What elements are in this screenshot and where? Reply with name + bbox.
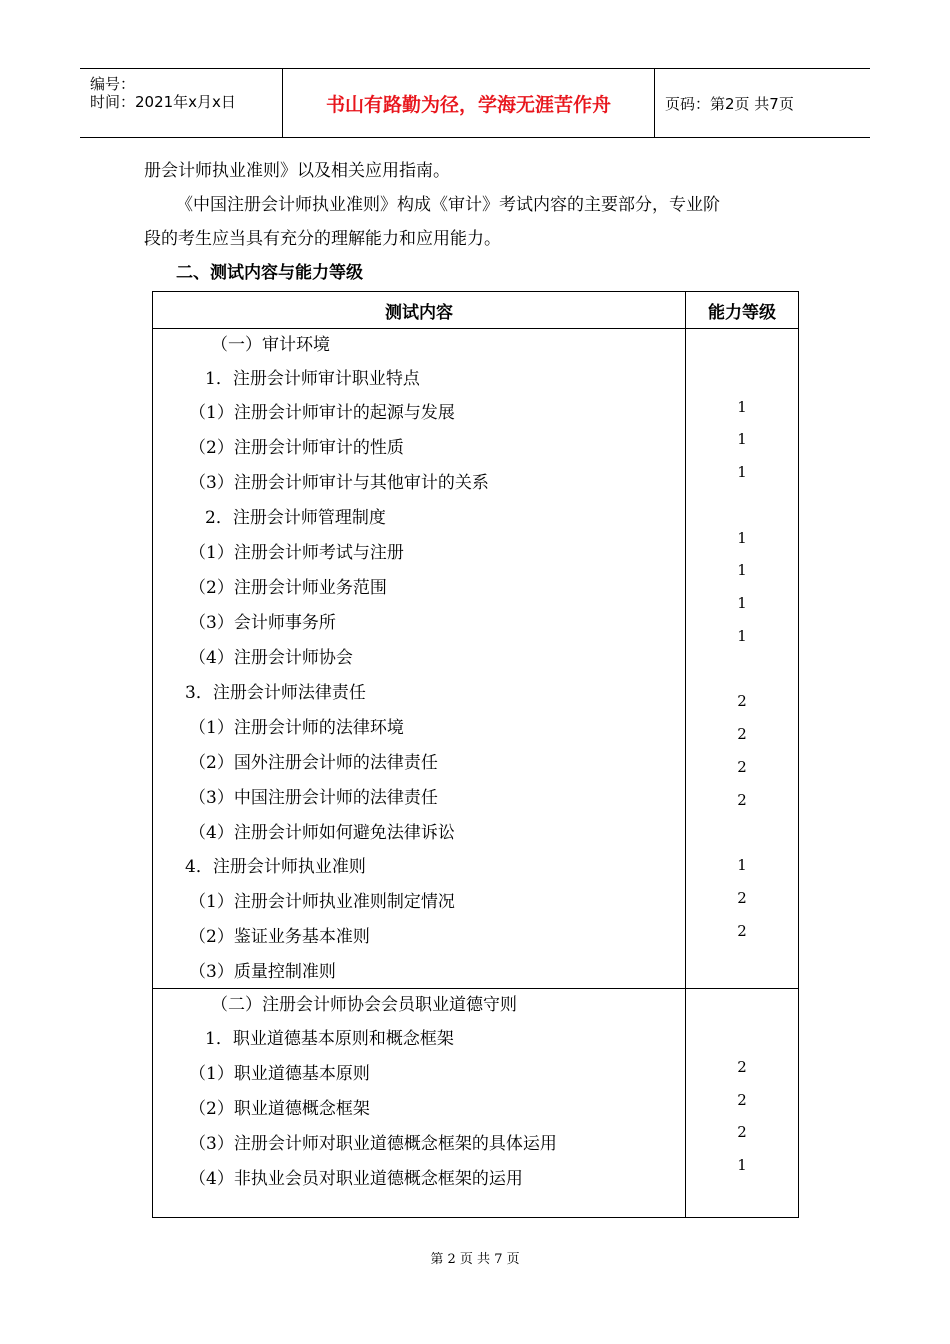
level-value: 2 xyxy=(737,1091,747,1109)
table-row: （1）注册会计师考试与注册 xyxy=(189,543,404,563)
level-value: 2 xyxy=(737,889,747,907)
header-row-divider xyxy=(153,328,798,329)
table-row: 3．注册会计师法律责任 xyxy=(185,683,366,703)
section-divider xyxy=(153,988,798,989)
table-row: （二）注册会计师协会会员职业道德守则 xyxy=(211,995,517,1015)
table-row: （3）中国注册会计师的法律责任 xyxy=(189,788,438,808)
level-value: 1 xyxy=(737,627,747,645)
level-value: 1 xyxy=(737,561,747,579)
table-row: （1）注册会计师审计的起源与发展 xyxy=(189,403,455,423)
document-header xyxy=(80,68,870,138)
table-row: 4．注册会计师执业准则 xyxy=(185,857,366,877)
table-row: 1．注册会计师审计职业特点 xyxy=(205,369,420,389)
table-row: （1）注册会计师执业准则制定情况 xyxy=(189,892,455,912)
level-value: 1 xyxy=(737,594,747,612)
level-value: 2 xyxy=(737,1058,747,1076)
table-row: （2）鉴证业务基本准则 xyxy=(189,927,370,947)
table-row: （2）职业道德概念框架 xyxy=(189,1099,370,1119)
level-value: 1 xyxy=(737,463,747,481)
table-row: （1）职业道德基本原则 xyxy=(189,1064,370,1084)
table-row: （2）国外注册会计师的法律责任 xyxy=(189,753,438,773)
table-row: （3）质量控制准则 xyxy=(189,962,336,982)
header-page-info: 页码：第2页 共7页 xyxy=(665,95,794,113)
section-title: 二、测试内容与能力等级 xyxy=(176,263,363,283)
number-label: 编号： xyxy=(90,75,136,93)
level-value: 1 xyxy=(737,529,747,547)
table-row: 1．职业道德基本原则和概念框架 xyxy=(205,1029,454,1049)
table-row: 2．注册会计师管理制度 xyxy=(205,508,386,528)
paragraph-2-line-1: 《中国注册会计师执业准则》构成《审计》考试内容的主要部分，专业阶 xyxy=(176,195,720,215)
time-label: 时间：2021年x月x日 xyxy=(90,93,236,111)
level-value: 1 xyxy=(737,1156,747,1174)
header-motto: 书山有路勤为径，学海无涯苦作舟 xyxy=(283,69,655,137)
page-footer: 第 2 页 共 7 页 xyxy=(430,1252,520,1267)
table-row: （一）审计环境 xyxy=(211,335,330,355)
table-row: （2）注册会计师审计的性质 xyxy=(189,438,404,458)
level-value: 2 xyxy=(737,922,747,940)
table-row: （2）注册会计师业务范围 xyxy=(189,578,387,598)
level-value: 1 xyxy=(737,856,747,874)
header-meta-cell xyxy=(80,69,283,137)
table-row: （3）注册会计师对职业道德概念框架的具体运用 xyxy=(189,1134,557,1154)
column-divider xyxy=(685,292,686,1217)
level-value: 2 xyxy=(737,758,747,776)
level-value: 2 xyxy=(737,1123,747,1141)
table-row: （4）非执业会员对职业道德概念框架的运用 xyxy=(189,1169,523,1189)
level-value: 2 xyxy=(737,791,747,809)
column-header-content: 测试内容 xyxy=(385,302,453,323)
level-value: 1 xyxy=(737,430,747,448)
paragraph-1: 册会计师执业准则》以及相关应用指南。 xyxy=(144,161,450,181)
table-row: （3）会计师事务所 xyxy=(189,613,336,633)
table-row: （3）注册会计师审计与其他审计的关系 xyxy=(189,473,489,493)
paragraph-2-line-2: 段的考生应当具有充分的理解能力和应用能力。 xyxy=(144,229,501,249)
level-value: 1 xyxy=(737,398,747,416)
test-content-table xyxy=(152,291,799,1218)
table-row: （4）注册会计师如何避免法律诉讼 xyxy=(189,823,455,843)
level-value: 2 xyxy=(737,725,747,743)
level-value: 2 xyxy=(737,692,747,710)
column-header-level: 能力等级 xyxy=(708,302,776,323)
table-row: （1）注册会计师的法律环境 xyxy=(189,718,404,738)
table-row: （4）注册会计师协会 xyxy=(189,648,353,668)
